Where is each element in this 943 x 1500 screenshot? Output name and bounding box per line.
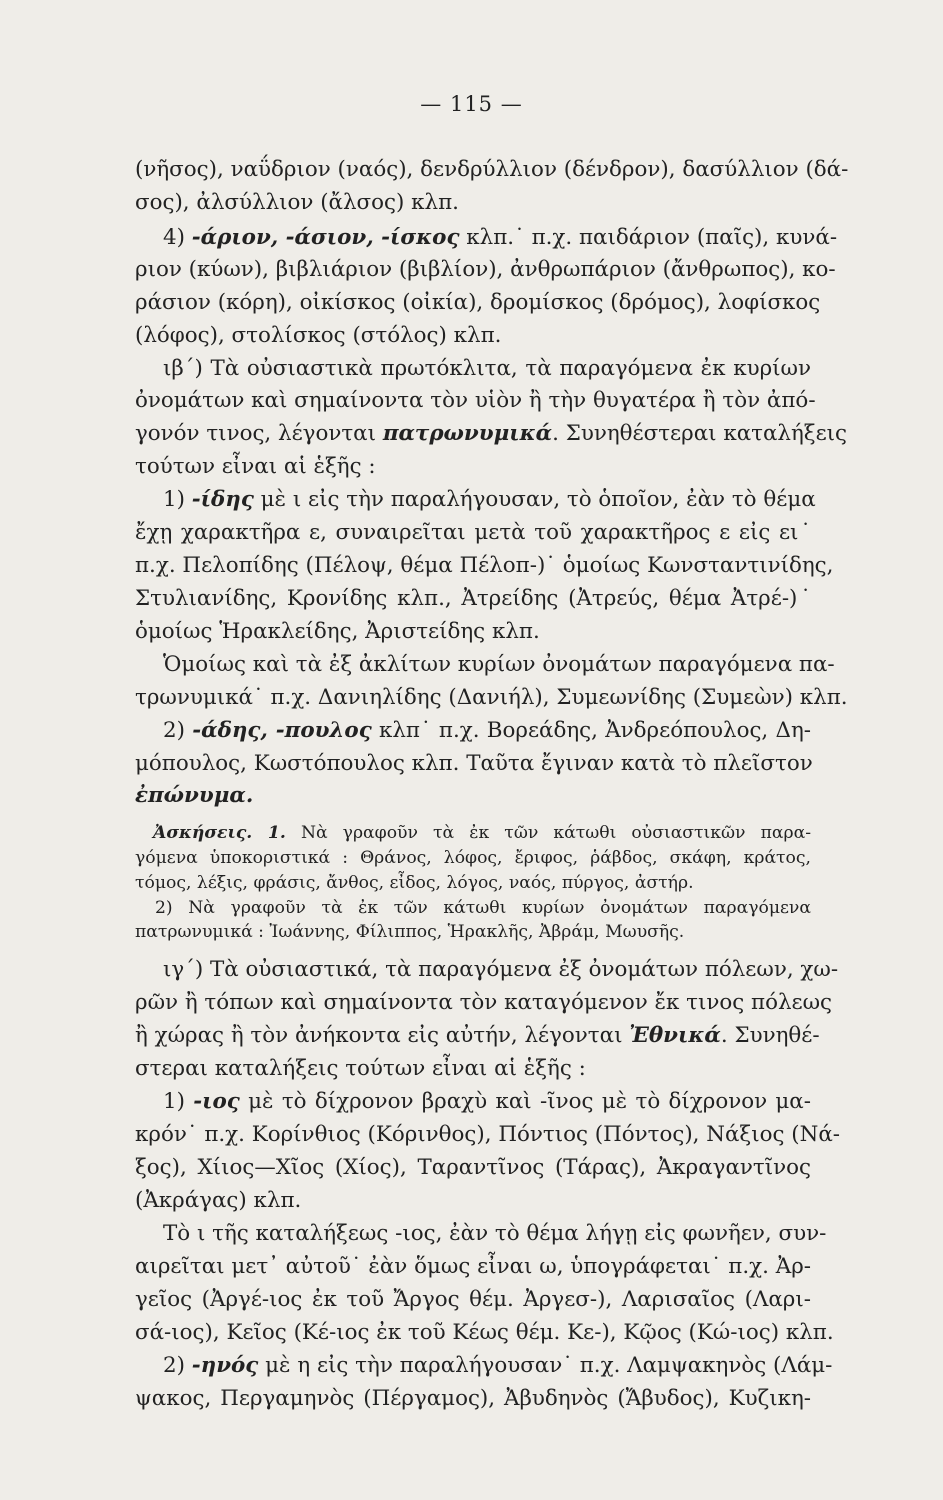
text-line: 2) -άδης, -πουλος κλπ˙ π.χ. Βορεάδης, Ἀνδρεόπουλος, Δη- <box>163 718 811 743</box>
text-line: ριον (κύων), βιβλιάριον (βιβλίον), ἀνθρωπάριον (ἄνθρωπος), κο- <box>135 257 836 282</box>
suffix-term: -ίδης <box>191 487 254 512</box>
term-ethnic: Ἐθνικά <box>629 1023 721 1048</box>
text-line: σος), ἀλσύλλιον (ἄλσος) κλπ. <box>135 190 459 215</box>
text-line: αιρεῖται μετ᾽ αὐτοῦ˙ ἐὰν ὅμως εἶναι ω, ὑπογράφεται˙ π.χ. Ἀρ- <box>135 1254 811 1279</box>
text-line: Στυλιανίδης, Κρονίδης κλπ., Ἀτρείδης (Ἀτρεύς, θέμα Ἀτρέ-)˙ <box>135 586 811 611</box>
exercise-line: Ἀσκήσεις. 1. Νὰ γραφοῦν τὰ ἐκ τῶν κάτωθι οὐσιαστικῶν παρα- <box>153 823 812 843</box>
text-line: 1) -ιος μὲ τὸ δίχρονον βραχὺ καὶ -ῖνος μὲ τὸ δίχρονον μα- <box>163 1089 811 1114</box>
exercise-line: γόμενα ὑποκοριστικά : Θράνος, λόφος, ἔριφος, ῥάβδος, σκάφη, κράτος, <box>135 848 811 868</box>
page-number: — 115 — <box>420 92 523 116</box>
text-line: ιγ΄) Τὰ οὐσιαστικά, τὰ παραγόμενα ἐξ ὀνομάτων πόλεων, χω- <box>163 957 839 982</box>
text-line: κρόν˙ π.χ. Κορίνθιος (Κόρινθος), Πόντιος (Πόντος), Νάξιος (Νά- <box>135 1122 840 1147</box>
exercise-line: πατρωνυμικά : Ἰωάννης, Φίλιππος, Ἡρακλῆς, Ἀβράμ, Μωυσῆς. <box>135 922 685 942</box>
text-line: ξος), Χίιος—Χῖος (Χίος), Ταραντῖνος (Τάρας), Ἀκραγαντῖνος <box>135 1155 811 1180</box>
text-line: ἔχῃ χαρακτῆρα ε, συναιρεῖται μετὰ τοῦ χαρακτῆρος ε εἰς ει˙ <box>135 520 811 545</box>
term-eponym: ἐπώνυμα. <box>135 783 254 808</box>
term-patronymic: πατρωνυμικά <box>382 421 553 446</box>
text-line: μόπουλος, Κωστόπουλος κλπ. Ταῦτα ἔγιναν κατὰ τὸ πλεῖστον <box>135 751 813 776</box>
text-line: στεραι καταλήξεις τούτων εἶναι αἱ ἑξῆς : <box>135 1056 586 1081</box>
exercise-heading: Ἀσκήσεις. 1. <box>153 823 286 843</box>
text-line: 1) -ίδης μὲ ι εἰς τὴν παραλήγουσαν, τὸ ὁποῖον, ἐὰν τὸ θέμα <box>163 487 816 512</box>
text-line: τούτων εἶναι αἱ ἑξῆς : <box>135 454 376 479</box>
text-line: ρῶν ἢ τόπων καὶ σημαίνοντα τὸν καταγόμενον ἔκ τινος πόλεως <box>135 990 833 1015</box>
text-line: σά-ιος), Κεῖος (Κέ-ιος ἐκ τοῦ Κέως θέμ. Κε-), Κῷος (Κώ-ιος) κλπ. <box>135 1320 834 1345</box>
text-line: γεῖος (Ἀργέ-ιος ἐκ τοῦ Ἄργος θέμ. Ἀργεσ-), Λαρισαῖος (Λαρι- <box>135 1287 811 1312</box>
text-line: ράσιον (κόρη), οἰκίσκος (οἰκία), δρομίσκος (δρόμος), λοφίσκος <box>135 290 821 315</box>
text-line: (λόφος), στολίσκος (στόλος) κλπ. <box>135 323 502 348</box>
text-line: Τὸ ι τῆς καταλήξεως -ιος, ἐὰν τὸ θέμα λήγῃ εἰς φωνῆεν, συν- <box>163 1221 827 1246</box>
suffix-term: -ηνός <box>191 1353 259 1378</box>
text-line: 2) -ηνός μὲ η εἰς τὴν παραλήγουσαν˙ π.χ. Λαμψακηνὸς (Λάμ- <box>163 1353 833 1378</box>
text-line: τρωνυμικά˙ π.χ. Δανιηλίδης (Δανιήλ), Συμεωνίδης (Συμεὼν) κλπ. <box>135 685 848 710</box>
text-line: (νῆσος), ναΰδριον (ναός), δενδρύλλιον (δένδρον), δασύλλιον (δά- <box>135 157 849 182</box>
text-line <box>135 783 811 808</box>
text-line: Ὁμοίως καὶ τὰ ἐξ ἀκλίτων κυρίων ὀνομάτων παραγόμενα πα- <box>163 652 835 677</box>
text-line: ὀνομάτων καὶ σημαίνοντα τὸν υἱὸν ἢ τὴν θυγατέρα ἢ τὸν ἀπό- <box>135 388 816 413</box>
suffix-term: -ιος <box>193 1089 240 1114</box>
text-line: 4) -άριον, -άσιον, -ίσκος κλπ.˙ π.χ. παιδάριον (παῖς), κυνά- <box>163 225 838 250</box>
text-line: π.χ. Πελοπίδης (Πέλοψ, θέμα Πέλοπ-)˙ ὁμοίως Κωνσταντινίδης, <box>135 553 834 578</box>
text-line: (Ἀκράγας) κλπ. <box>135 1188 302 1213</box>
text-line: γονόν τινος, λέγονται πατρωνυμικά. Συνηθέστεραι καταλήξεις <box>135 421 848 446</box>
text-line: ὁμοίως Ἡρακλείδης, Ἀριστείδης κλπ. <box>135 619 540 644</box>
exercise-line: 2) Νὰ γραφοῦν τὰ ἐκ τῶν κάτωθι κυρίων ὀνομάτων παραγόμενα <box>155 898 811 918</box>
text-line: ψακος, Περγαμηνὸς (Πέργαμος), Ἀβυδηνὸς (Ἄβυδος), Κυζικη- <box>135 1386 811 1411</box>
suffix-term: -άριον, -άσιον, -ίσκος <box>191 225 460 250</box>
text-line: ιβ΄) Τὰ οὐσιαστικὰ πρωτόκλιτα, τὰ παραγόμενα ἐκ κυρίων <box>163 356 811 381</box>
suffix-term: -άδης, -πουλος <box>192 718 372 743</box>
text-line: ἢ χώρας ἢ τὸν ἀνήκοντα εἰς αὐτήν, λέγονται Ἐθνικά. Συνηθέ- <box>135 1023 820 1048</box>
exercise-line: τόμος, λέξις, φράσις, ἄνθος, εἶδος, λόγος, ναός, πύργος, ἀστήρ. <box>135 873 694 893</box>
